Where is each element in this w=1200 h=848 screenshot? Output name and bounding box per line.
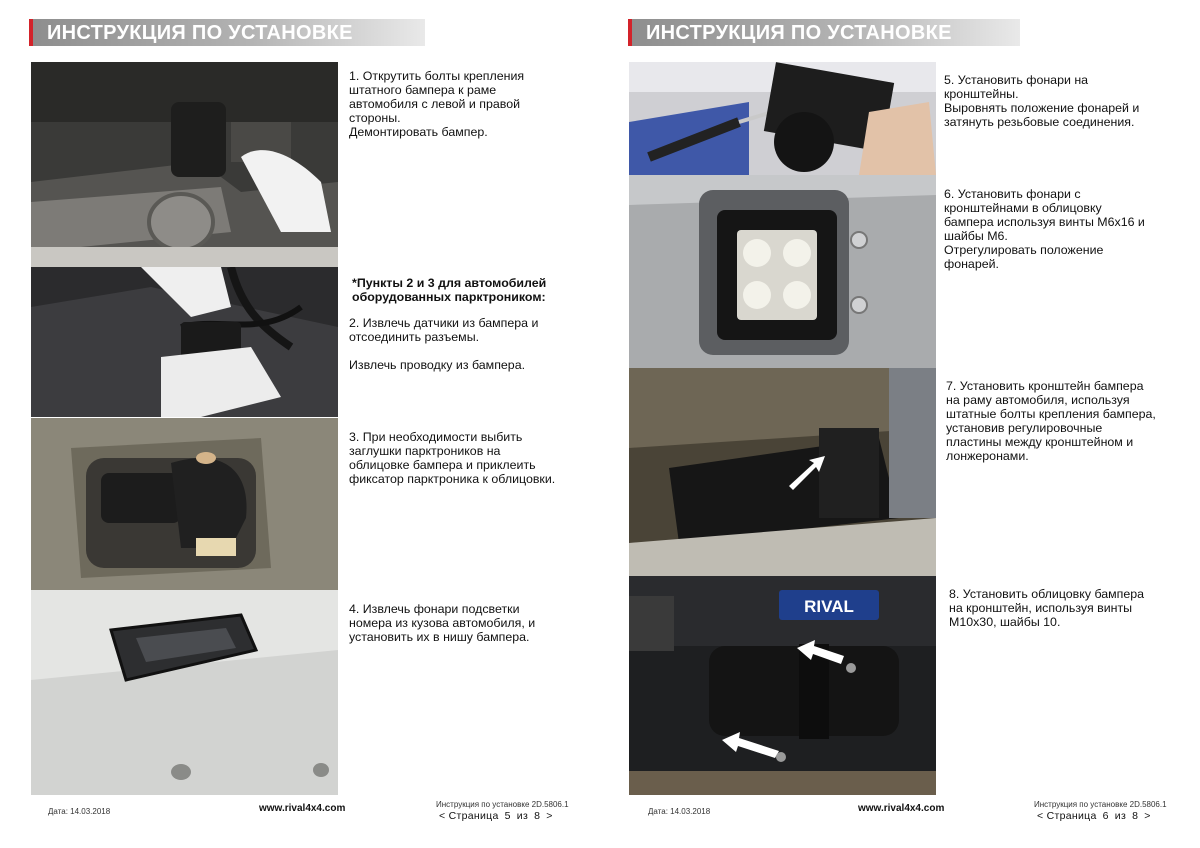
photo-step-8-bumper-cover <box>629 576 936 795</box>
photo-step-6-light-in-bumper <box>629 175 936 368</box>
footer-doc-id: Инструкция по установке 2D.5806.1 <box>436 800 569 809</box>
step-line: 6. Установить фонари с <box>944 187 1081 201</box>
step-line: заглушки парктроников на <box>349 444 501 458</box>
step-line <box>349 344 538 358</box>
section-header <box>29 19 425 46</box>
step-line: лонжеронами. <box>946 449 1029 463</box>
step-line: 5. Установить фонари на <box>944 73 1089 87</box>
section-header-title: ИНСТРУКЦИЯ ПО УСТАНОВКЕ <box>646 22 952 44</box>
photo-step-7-bracket-frame <box>629 368 936 576</box>
step-5-text <box>944 73 1139 129</box>
note-line: *Пункты 2 и 3 для автомобилей <box>352 276 547 290</box>
page-num: 5 <box>504 810 511 822</box>
page-prefix: < Страница <box>439 810 499 822</box>
step-7-text <box>946 379 1156 463</box>
step-line: номера из кузова автомобиля, и <box>349 616 536 630</box>
step-line: 3. При необходимости выбить <box>349 430 523 444</box>
photo-step-2-parking-sensors <box>31 267 338 417</box>
step-line: Отрегулировать положение <box>944 243 1104 257</box>
step-line: М10х30, шайбы 10. <box>949 615 1061 629</box>
page-suffix: > <box>1144 810 1151 822</box>
step-line: на кронштейн, используя винты <box>949 601 1133 615</box>
step-line: установить их в нишу бампера. <box>349 630 530 644</box>
footer-date: Дата: 14.03.2018 <box>48 807 111 816</box>
step-line: 1. Открутить болты крепления <box>349 69 525 83</box>
step-line: пластины между кронштейном и <box>946 435 1134 449</box>
step-line: штатные болты крепления бампера, <box>946 407 1156 421</box>
step-line: автомобиля с левой и правой <box>349 97 521 111</box>
page-suffix: > <box>546 810 553 822</box>
step-line: фиксатор парктроника к облицовки. <box>349 472 556 486</box>
step-line: стороны. <box>349 111 401 125</box>
step-line: 8. Установить облицовку бампера <box>949 587 1145 601</box>
photo-step-5-light-bracket <box>629 62 936 175</box>
step-line: облицовке бампера и приклеить <box>349 458 536 472</box>
step-line: штатного бампера к раме <box>349 83 497 97</box>
step-line: Выровнять положение фонарей и <box>944 101 1140 115</box>
step-line: 2. Извлечь датчики из бампера и <box>349 316 539 330</box>
page-of: из <box>516 810 529 822</box>
right-page <box>600 0 1200 848</box>
step-line: фонарей. <box>944 257 999 271</box>
section-header <box>628 19 1020 46</box>
footer-website: www.rival4x4.com <box>858 803 945 814</box>
page-total: 8 <box>1132 810 1139 822</box>
footer-page-number <box>1034 810 1154 822</box>
step-8-text <box>949 587 1144 629</box>
section-header-title: ИНСТРУКЦИЯ ПО УСТАНОВКЕ <box>47 22 353 44</box>
page-total: 8 <box>534 810 541 822</box>
photo-step-3-sensor-plug <box>31 418 338 590</box>
step-line: установив регулировочные <box>946 421 1103 435</box>
footer-page-number <box>436 810 556 822</box>
step-6-text <box>944 187 1145 271</box>
step-line: шайбы М6. <box>944 229 1008 243</box>
step-line: отсоединить разъемы. <box>349 330 480 344</box>
step-line: кронштейнами в облицовку <box>944 201 1102 215</box>
step-4-text <box>349 602 535 644</box>
note-line: оборудованных парктроником: <box>352 290 546 304</box>
step-line: на раму автомобиля, используя <box>946 393 1130 407</box>
rival-badge-text: RIVAL <box>804 597 854 616</box>
step-line: Демонтировать бампер. <box>349 125 488 139</box>
step-line: затянуть резьбовые соединения. <box>944 115 1135 129</box>
photo-step-4-plate-light <box>31 590 338 795</box>
step-line: бампера используя винты М6х16 и <box>944 215 1145 229</box>
step-line: кронштейны. <box>944 87 1019 101</box>
step-3-text <box>349 430 555 486</box>
step-line: 7. Установить кронштейн бампера <box>946 379 1144 393</box>
step-2-note <box>352 276 546 304</box>
page-prefix: < Страница <box>1037 810 1097 822</box>
step-line: Извлечь проводку из бампера. <box>349 358 526 372</box>
footer-doc-id: Инструкция по установке 2D.5806.1 <box>1034 800 1167 809</box>
footer-website: www.rival4x4.com <box>259 803 346 814</box>
step-1-text <box>349 69 524 139</box>
photo-step-1-bumper-bolts <box>31 62 338 267</box>
step-line: 4. Извлечь фонари подсветки <box>349 602 520 616</box>
page-num: 6 <box>1102 810 1109 822</box>
step-2-text <box>349 316 538 372</box>
footer-date: Дата: 14.03.2018 <box>648 807 711 816</box>
page-of: из <box>1114 810 1127 822</box>
